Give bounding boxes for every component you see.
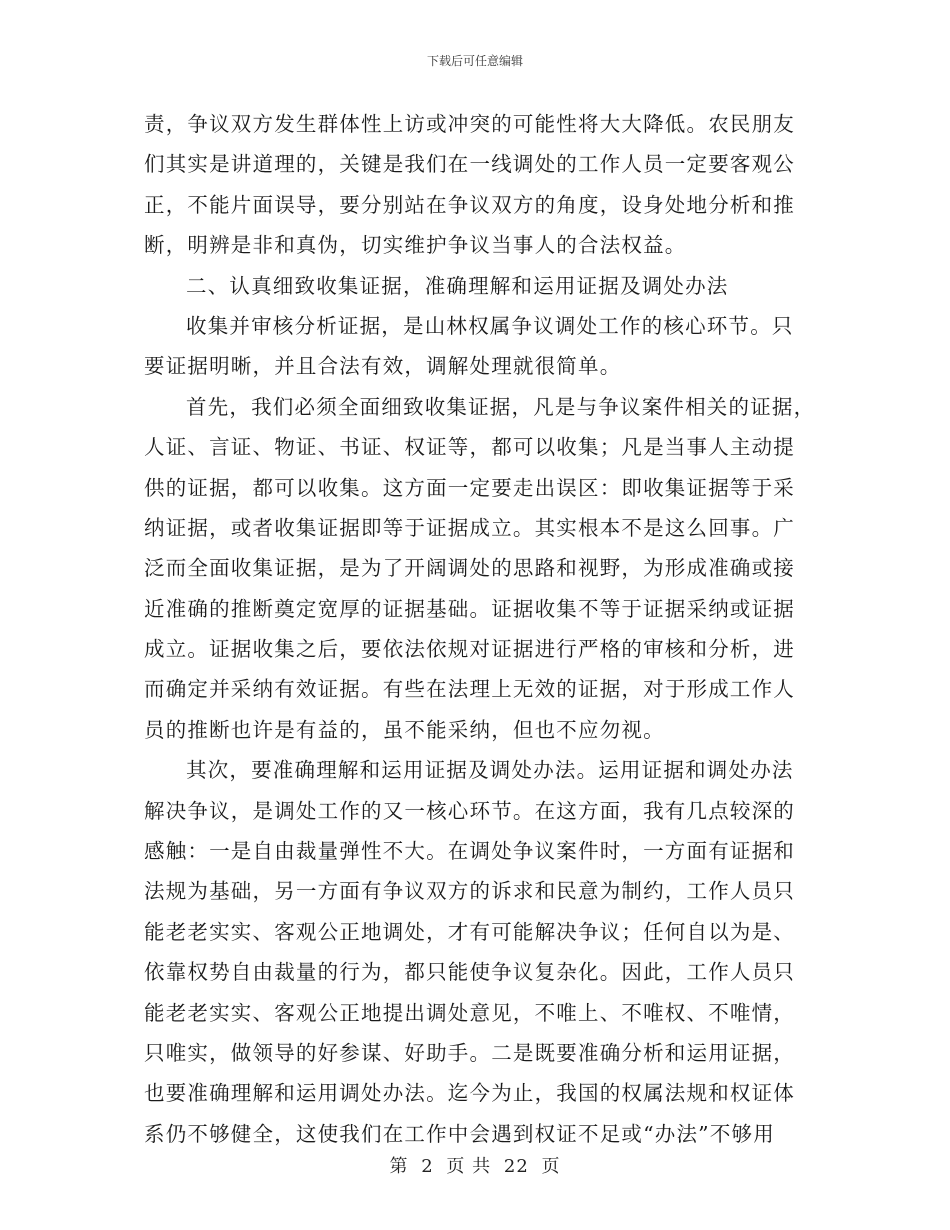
body-line: 只唯实，做领导的好参谋、好助手。二是既要准确分析和运用证据， — [144, 1040, 795, 1065]
document-body — [144, 104, 816, 1154]
total-pages-number: 22 — [503, 1156, 529, 1177]
body-line: 其次，要准确理解和运用证据及调处办法。运用证据和调处办法 — [186, 758, 794, 783]
body-line: 近准确的推断奠定宽厚的证据基础。证据收集不等于证据采纳或证据 — [144, 596, 795, 621]
body-line: 断，明辨是非和真伪，切实维护争议当事人的合法权益。 — [144, 233, 687, 258]
body-line: 法规为基础，另一方面有争议双方的诉求和民意为制约，工作人员只 — [144, 879, 795, 904]
body-line: 人证、言证、物证、书证、权证等，都可以收集；凡是当事人主动提 — [144, 435, 795, 460]
body-line: 供的证据，都可以收集。这方面一定要走出误区：即收集证据等于采 — [144, 475, 795, 500]
body-line: 纳证据，或者收集证据即等于证据成立。其实根本不是这么回事。广 — [144, 515, 795, 540]
body-line: 依靠权势自由裁量的行为，都只能使争议复杂化。因此，工作人员只 — [144, 960, 795, 985]
footer-suffix: 页 — [541, 1156, 561, 1177]
body-line: 要证据明晰，并且合法有效，调解处理就很简单。 — [144, 354, 622, 379]
body-line: 能老老实实、客观公正地提出调处意见，不唯上、不唯权、不唯情， — [144, 1000, 795, 1025]
section-heading: 二、认真细致收集证据，准确理解和运用证据及调处办法 — [186, 273, 729, 298]
footer-prefix: 第 — [389, 1156, 409, 1177]
body-line: 员的推断也许是有益的，虽不能采纳，但也不应勿视。 — [144, 717, 665, 742]
body-line: 感触：一是自由裁量弹性不大。在调处争议案件时，一方面有证据和 — [144, 839, 795, 864]
body-line: 系仍不够健全，这使我们在工作中会遇到权证不足或“办法”不够用 — [144, 1121, 775, 1146]
page-footer — [0, 1152, 950, 1178]
body-line: 们其实是讲道理的，关键是我们在一线调处的工作人员一定要客观公 — [144, 152, 795, 177]
footer-middle: 页 共 — [446, 1156, 492, 1177]
current-page-number: 2 — [421, 1156, 434, 1177]
body-line: 能老老实实、客观公正地调处，才有可能解决争议；任何自以为是、 — [144, 919, 795, 944]
body-line: 收集并审核分析证据，是山林权属争议调处工作的核心环节。只 — [186, 313, 794, 338]
header-text: 下载后可任意编辑 — [426, 54, 523, 68]
body-line: 也要准确理解和运用调处办法。迄今为止，我国的权属法规和权证体 — [144, 1081, 795, 1106]
body-line: 首先，我们必须全面细致收集证据，凡是与争议案件相关的证据， — [186, 394, 816, 419]
body-line: 责，争议双方发生群体性上访或冲突的可能性将大大降低。农民朋友 — [144, 112, 795, 136]
body-line: 解决争议，是调处工作的又一核心环节。在这方面，我有几点较深的 — [144, 798, 795, 823]
page-header — [0, 52, 950, 69]
body-line: 泛而全面收集证据，是为了开阔调处的思路和视野，为形成准确或接 — [144, 556, 795, 581]
body-line: 正，不能片面误导，要分别站在争议双方的角度，设身处地分析和推 — [144, 192, 795, 217]
body-line: 而确定并采纳有效证据。有些在法理上无效的证据，对于形成工作人 — [144, 677, 795, 702]
body-line: 成立。证据收集之后，要依法依规对证据进行严格的审核和分析，进 — [144, 637, 795, 662]
